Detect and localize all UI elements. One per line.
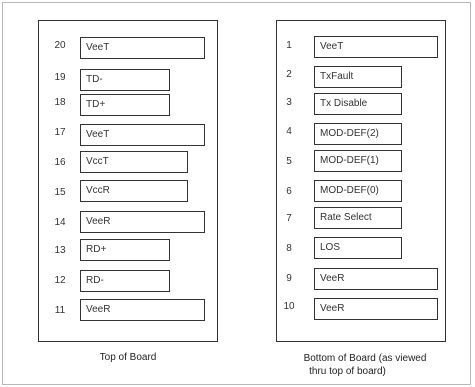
bottom-pin-label: LOS: [314, 237, 402, 259]
bottom-board-caption-line1: Bottom of Board (as viewed: [303, 353, 427, 364]
top-pin-label: VeeT: [80, 124, 205, 146]
top-pin-number: 18: [54, 97, 66, 108]
bottom-pin-label: Tx Disable: [314, 93, 402, 115]
bottom-pin-number: 9: [286, 273, 292, 284]
top-pin-label: VeeR: [80, 299, 205, 321]
top-pin-number: 17: [54, 127, 66, 138]
bottom-pin-number: 5: [286, 156, 292, 167]
bottom-pin-label: VeeR: [314, 268, 438, 290]
top-pin-label: VccR: [80, 180, 188, 202]
top-pin-number: 15: [54, 187, 66, 198]
top-pin-number: 14: [54, 217, 66, 228]
top-pin-number: 11: [54, 305, 66, 316]
bottom-pin-label: TxFault: [314, 66, 402, 88]
bottom-pin-number: 8: [286, 243, 292, 254]
top-pin-number: 20: [54, 40, 66, 51]
top-pin-label: TD+: [80, 94, 170, 116]
bottom-pin-label: MOD-DEF(0): [314, 180, 402, 202]
top-pin-number: 16: [54, 157, 66, 168]
bottom-pin-number: 1: [286, 40, 292, 51]
bottom-pin-label: VeeR: [314, 298, 438, 320]
bottom-pin-number: 7: [286, 213, 292, 224]
top-pin-label: VeeT: [80, 37, 205, 59]
top-pin-label: TD-: [80, 69, 170, 91]
top-pin-label: VeeR: [80, 211, 205, 233]
top-pin-number: 12: [54, 275, 66, 286]
top-pin-number: 13: [54, 245, 66, 256]
top-board-caption: Top of Board: [99, 352, 157, 363]
bottom-pin-number: 4: [286, 126, 292, 137]
bottom-pin-number: 6: [286, 186, 292, 197]
bottom-pin-number: 3: [286, 97, 292, 108]
bottom-pin-label: Rate Select: [314, 207, 402, 229]
bottom-pin-label: MOD-DEF(1): [314, 150, 402, 172]
top-pin-number: 19: [54, 72, 66, 83]
bottom-pin-number: 10: [283, 301, 295, 312]
top-pin-label: RD+: [80, 239, 170, 261]
top-pin-label: VccT: [80, 151, 188, 173]
bottom-board-caption-line2: thru top of board): [309, 366, 386, 377]
top-pin-label: RD-: [80, 270, 170, 292]
bottom-pin-label: MOD-DEF(2): [314, 123, 402, 145]
bottom-pin-number: 2: [286, 69, 292, 80]
bottom-pin-label: VeeT: [314, 36, 438, 58]
